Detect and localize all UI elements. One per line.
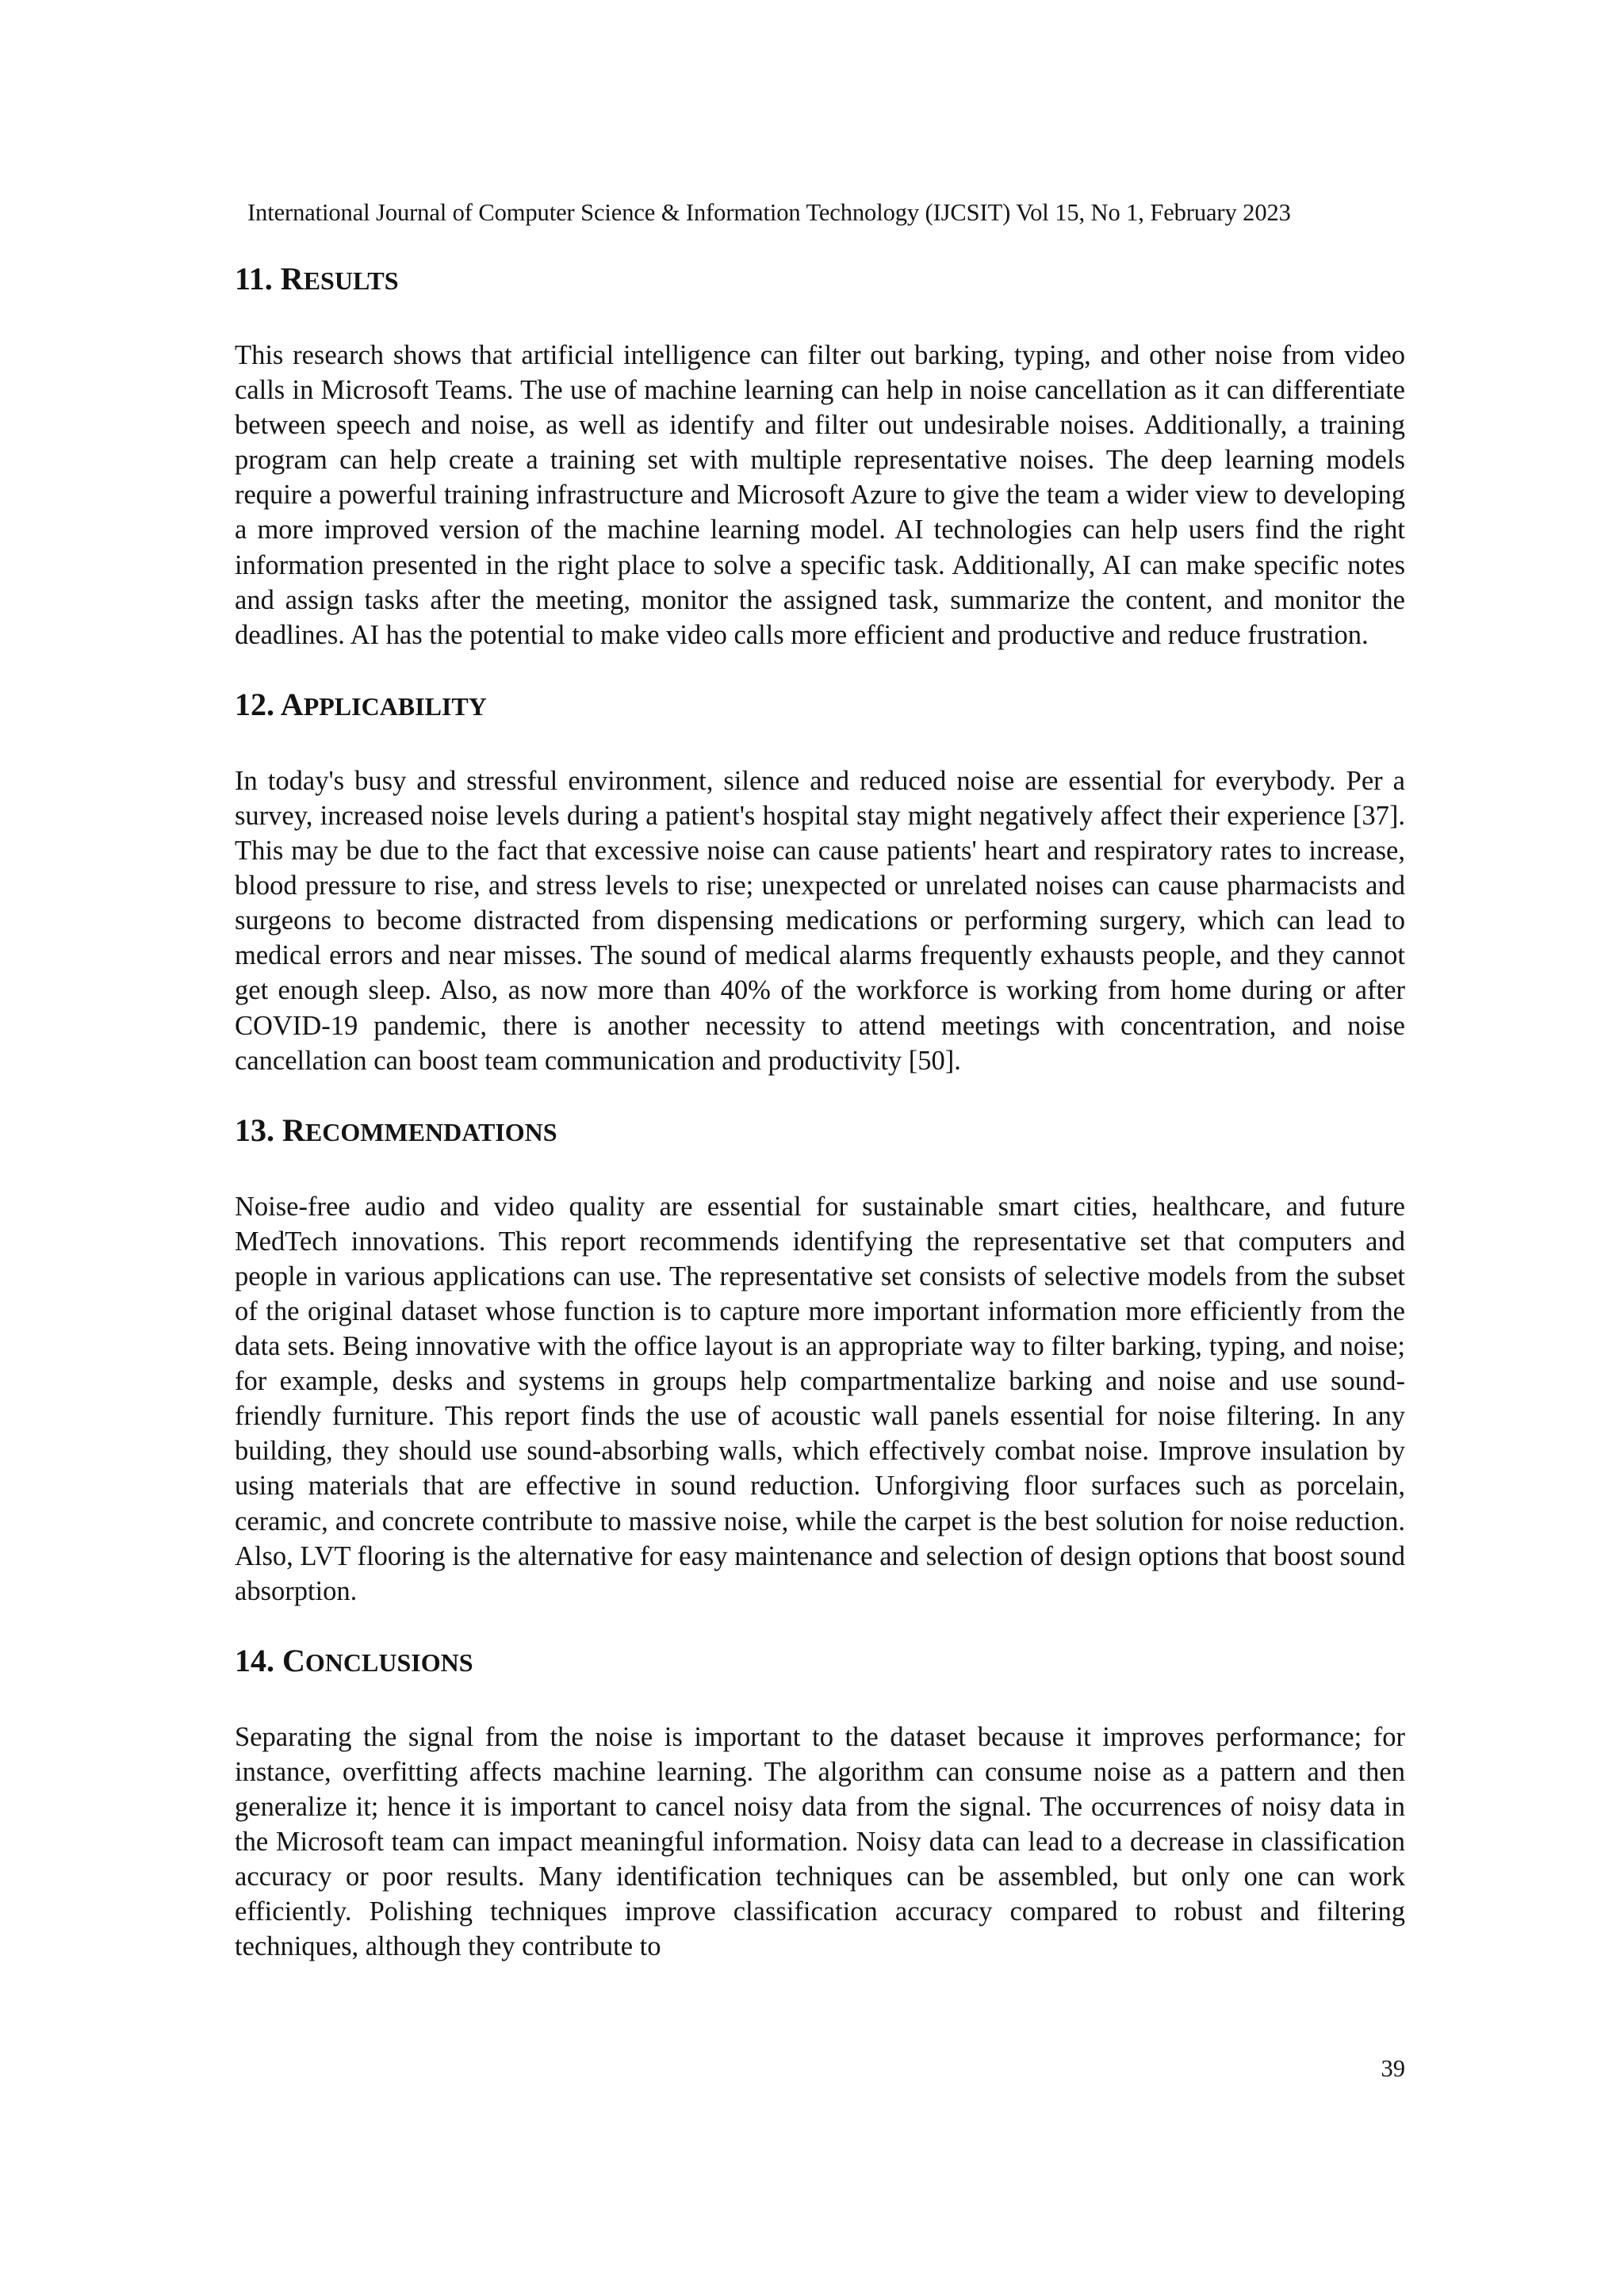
- section-heading: [235, 1637, 1405, 1685]
- section-title-initial: R: [280, 261, 304, 297]
- section-title-rest: ECOMMENDATIONS: [304, 1117, 557, 1146]
- page-body: [235, 255, 1405, 1964]
- section-title-initial: A: [280, 686, 304, 722]
- running-header: International Journal of Computer Science & Information Technology (IJCSIT) Vol 15, No 1, February 2023: [247, 199, 1291, 226]
- section-paragraph: Separating the signal from the noise is important to the dataset because it improves performance; for instance, overfitting affects machine learning. The algorithm can consume noise as a pattern and then generalize it; hence it is important to cancel noisy data from the signal. The occurrences of noisy data in the Microsoft team can impact meaningful information. Noisy data can lead to a decrease in classification accuracy or poor results. Many identification techniques can be assembled, but only one can work efficiently. Polishing techniques improve classification accuracy compared to robust and filtering techniques, although they contribute to: [235, 1721, 1405, 1962]
- section-recommendations: [235, 1107, 1405, 1609]
- section-title-initial: R: [282, 1112, 305, 1148]
- section-applicability: [235, 681, 1405, 1078]
- section-title-rest: ESULTS: [303, 266, 399, 295]
- section-title-rest: PPLICABILITY: [303, 691, 487, 721]
- page-number: 39: [1381, 2055, 1405, 2082]
- section-heading: [235, 681, 1405, 729]
- section-results: [235, 255, 1405, 652]
- section-number: 12.: [235, 686, 274, 722]
- section-number: 13.: [235, 1112, 274, 1148]
- section-title-initial: C: [282, 1642, 305, 1678]
- section-paragraph: This research shows that artificial intelligence can filter out barking, typing, and other noise from video calls in Microsoft Teams. The use of machine learning can help in noise cancellation as it can differentiate between speech and noise, as well as identify and filter out undesirable noises. Additionally, a training program can help create a training set with multiple representative noises. The deep learning models require a powerful training infrastructure and Microsoft Azure to give the team a wider view to developing a more improved version of the machine learning model. AI technologies can help users find the right information presented in the right place to solve a specific task. Additionally, AI can make specific notes and assign tasks after the meeting, monitor the assigned task, summarize the content, and monitor the deadlines. AI has the potential to make video calls more efficient and productive and reduce frustration.: [235, 340, 1405, 650]
- section-paragraph: Noise-free audio and video quality are essential for sustainable smart cities, healthcare, and future MedTech innovations. This report recommends identifying the representative set that computers and people in various applications can use. The representative set consists of selective models from the subset of the original dataset whose function is to capture more important information more efficiently from the data sets. Being innovative with the office layout is an appropriate way to filter barking, typing, and noise; for example, desks and systems in groups help compartmentalize barking and noise and use sound-friendly furniture. This report finds the use of acoustic wall panels essential for noise filtering. In any building, they should use sound-absorbing walls, which effectively combat noise. Improve insulation by using materials that are effective in sound reduction. Unforgiving floor surfaces such as porcelain, ceramic, and concrete contribute to massive noise, while the carpet is the best solution for noise reduction. Also, LVT flooring is the alternative for easy maintenance and selection of design options that boost sound absorption.: [235, 1191, 1405, 1606]
- section-number: 11.: [235, 261, 273, 297]
- section-paragraph: In today's busy and stressful environment, silence and reduced noise are essential for everybody. Per a survey, increased noise levels during a patient's hospital stay might negatively affect their experience [37]. This may be due to the fact that excessive noise can cause patients' heart and respiratory rates to increase, blood pressure to rise, and stress levels to rise; unexpected or unrelated noises can cause pharmacists and surgeons to become distracted from dispensing medications or performing surgery, which can lead to medical errors and near misses. The sound of medical alarms frequently exhausts people, and they cannot get enough sleep. Also, as now more than 40% of the workforce is working from home during or after COVID-19 pandemic, there is another necessity to attend meetings with concentration, and noise cancellation can boost team communication and productivity [50].: [235, 765, 1405, 1076]
- section-conclusions: [235, 1637, 1405, 1965]
- section-title-rest: ONCLUSIONS: [304, 1647, 473, 1677]
- section-number: 14.: [235, 1642, 274, 1678]
- section-heading: [235, 255, 1405, 303]
- section-heading: [235, 1107, 1405, 1154]
